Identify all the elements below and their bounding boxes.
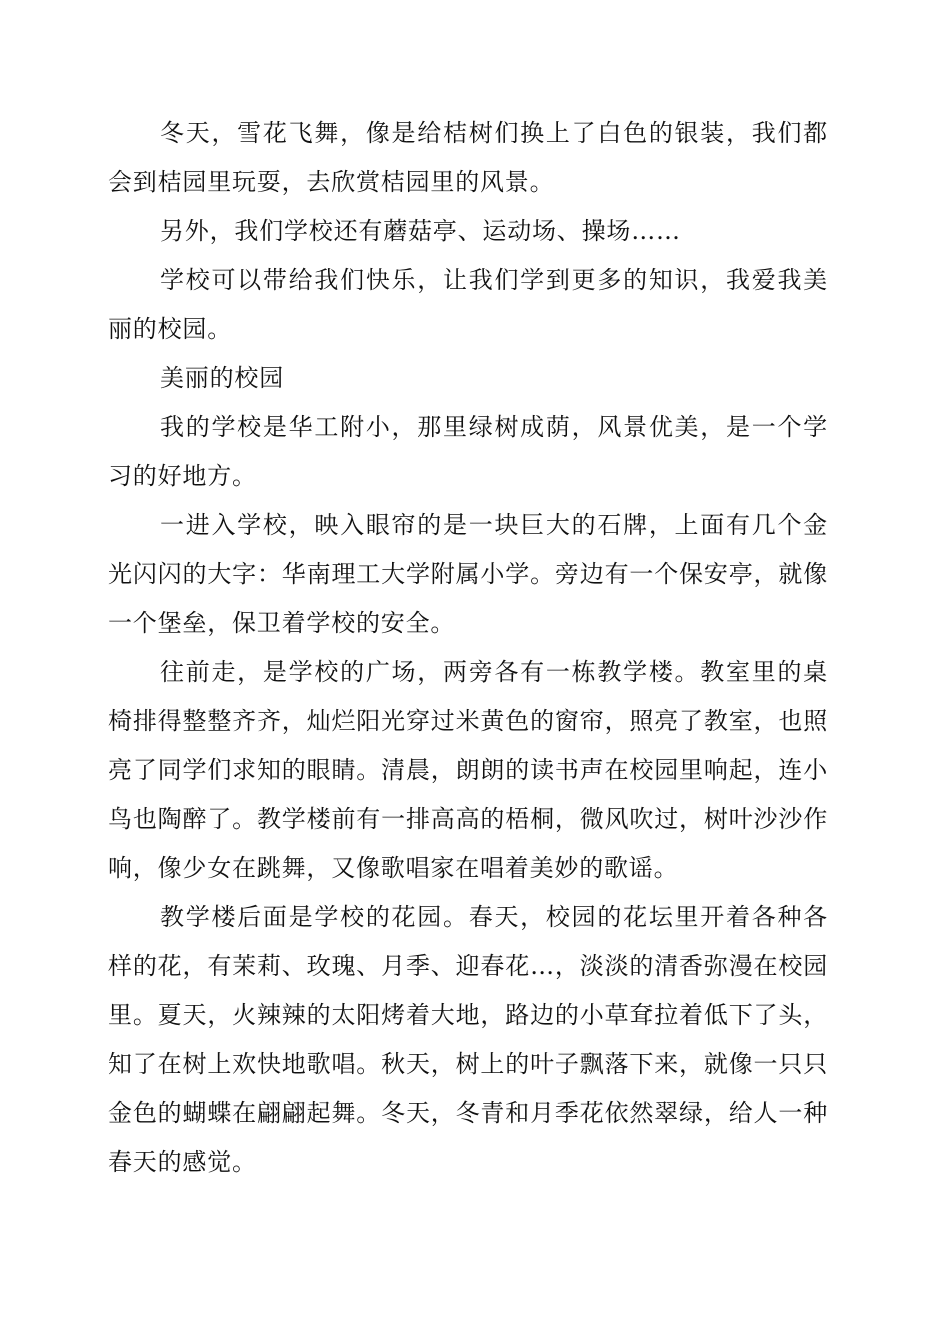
paragraph: 往前走，是学校的广场，两旁各有一栋教学楼。教室里的桌椅排得整整齐齐，灿烂阳光穿过米黄色的窗帘，照亮了教室，也照亮了同学们求知的眼睛。清晨，朗朗的读书声在校园里响起，连小鸟也陶醉了。教学楼前有一排高高的梧桐，微风吹过，树叶沙沙作响，像少女在跳舞，又像歌唱家在唱着美妙的歌谣。 [108,658,828,882]
paragraph: 我的学校是华工附小，那里绿树成荫，风景优美，是一个学习的好地方。 [108,413,828,490]
paragraph: 另外，我们学校还有蘑菇亭、运动场、操场…… [160,217,681,245]
paragraph: 冬天，雪花飞舞，像是给桔树们换上了白色的银装，我们都会到桔园里玩耍，去欣赏桔园里的风景。 [108,119,828,196]
document-body [108,109,828,1187]
paragraph: 教学楼后面是学校的花园。春天，校园的花坛里开着各种各样的花，有茉莉、玫瑰、月季、迎春花…，淡淡的清香弥漫在校园里。夏天，火辣辣的太阳烤着大地，路边的小草耷拉着低下了头，知了在树上欢快地歌唱。秋天，树上的叶子飘落下来，就像一只只金色的蝴蝶在翩翩起舞。冬天，冬青和月季花依然翠绿，给人一种春天的感觉。 [108,903,828,1176]
paragraph: 学校可以带给我们快乐，让我们学到更多的知识，我爱我美丽的校园。 [108,266,828,343]
essay-title: 美丽的校园 [160,364,284,392]
paragraph: 一进入学校，映入眼帘的是一块巨大的石牌，上面有几个金光闪闪的大字：华南理工大学附属小学。旁边有一个保安亭，就像一个堡垒，保卫着学校的安全。 [108,511,828,637]
